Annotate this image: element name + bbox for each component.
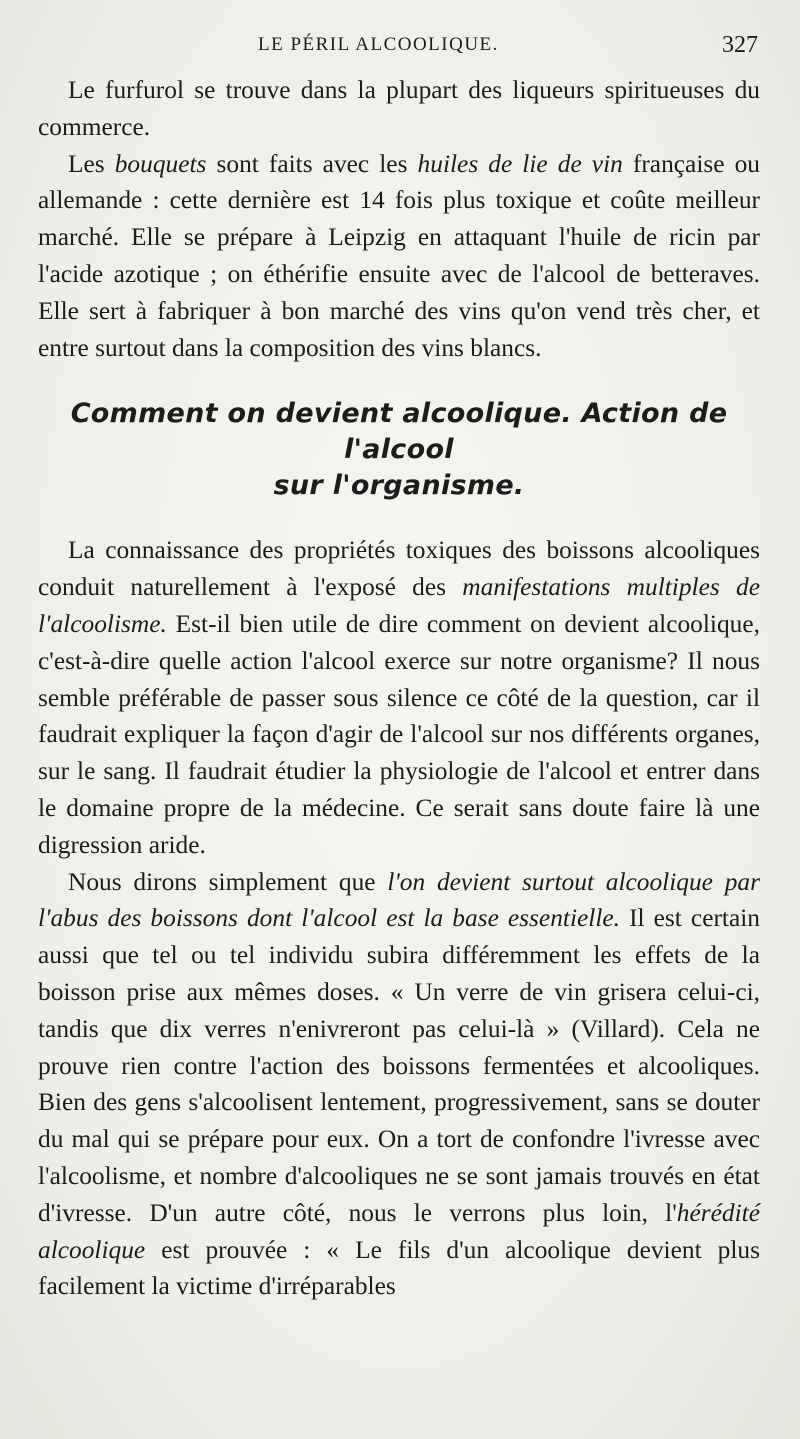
text-run: Est-il bien utile de dire comment on devient alcoolique, c'est-à-dire quelle action l'alcool exerce sur notre organisme? Il nous semble préférable de passer sous silence ce côté de la question, car il faudrait expliquer la façon d'agir de l'alcool sur nos différents organes, sur le sang. Il faudrait étudier la physiologie de l'alcool et entrer dans le domaine propre de la médecine. Ce serait sans doute faire là une digression aride. — [38, 609, 760, 859]
italic-run: hérédité alcoolique — [38, 1198, 760, 1264]
italic-run: manifestations multiples de l'alcoolisme. — [38, 573, 760, 638]
running-title: LE PÉRIL ALCOOLIQUE. — [258, 34, 499, 55]
page-number: 327 — [722, 32, 758, 58]
text-run: Les — [68, 149, 115, 178]
paragraph-bouquets — [38, 146, 760, 367]
text-run: La connaissance des propriétés toxiques des boissons alcooliques conduit naturellement à l'exposé des — [38, 536, 760, 602]
section-heading-line-2: sur l'organisme. — [273, 470, 525, 502]
body-text — [38, 72, 760, 1305]
running-head — [0, 34, 800, 64]
italic-run: bouquets — [114, 149, 207, 178]
text-run: française ou allemande : cette dernière est 14 fois plus toxique et coûte meilleur marché. Elle se prépare à Leipzig en attaquant l'huile de ricin par l'acide azotique ; on éthérifie ensuite avec de l'alcool de betteraves. Elle sert à fabriquer à bon marché des vins qu'on vend très cher, et entre surtout dans la composition des vins blancs. — [38, 149, 760, 362]
section-heading-line-1: Comment on devient alcoolique. Action de l'alcool — [70, 398, 728, 466]
text-run: est prouvée : « Le fils d'un alcoolique devient plus facilement la victime d'irréparables — [38, 1235, 760, 1301]
italic-run: huiles de lie de vin — [417, 149, 623, 178]
paragraph-furfurol: Le furfurol se trouve dans la plupart des liqueurs spiritueuses du commerce. — [38, 76, 760, 141]
text-run: Il est certain aussi que tel ou tel individu subira différemment les effets de la boisson prise aux mêmes doses. « Un verre de vin grisera celui-ci, tandis que dix verres n'enivreront pas celui-là » (Villard). Cela ne prouve rien contre l'action des boissons fermentées et alcooliques. Bien des gens s'alcoolisent lentement, progressivement, sans se douter du mal qui se prépare pour eux. On a tort de confondre l'ivresse avec l'alcoolisme, et nombre d'alcooliques ne se sont jamais trouvés en état d'ivresse. D'un autre côté, nous le verrons plus loin, l' — [38, 904, 761, 1227]
italic-run: l'on devient surtout alcoolique par l'abus des boissons dont l'alcool est la base essentielle. — [38, 867, 760, 933]
section-heading — [38, 396, 760, 504]
paragraph-connaissance — [38, 532, 760, 863]
text-run: sont faits avec les — [206, 149, 418, 178]
text-run: Nous dirons simplement que — [68, 867, 388, 896]
paragraph-nous-dirons — [38, 864, 760, 1306]
